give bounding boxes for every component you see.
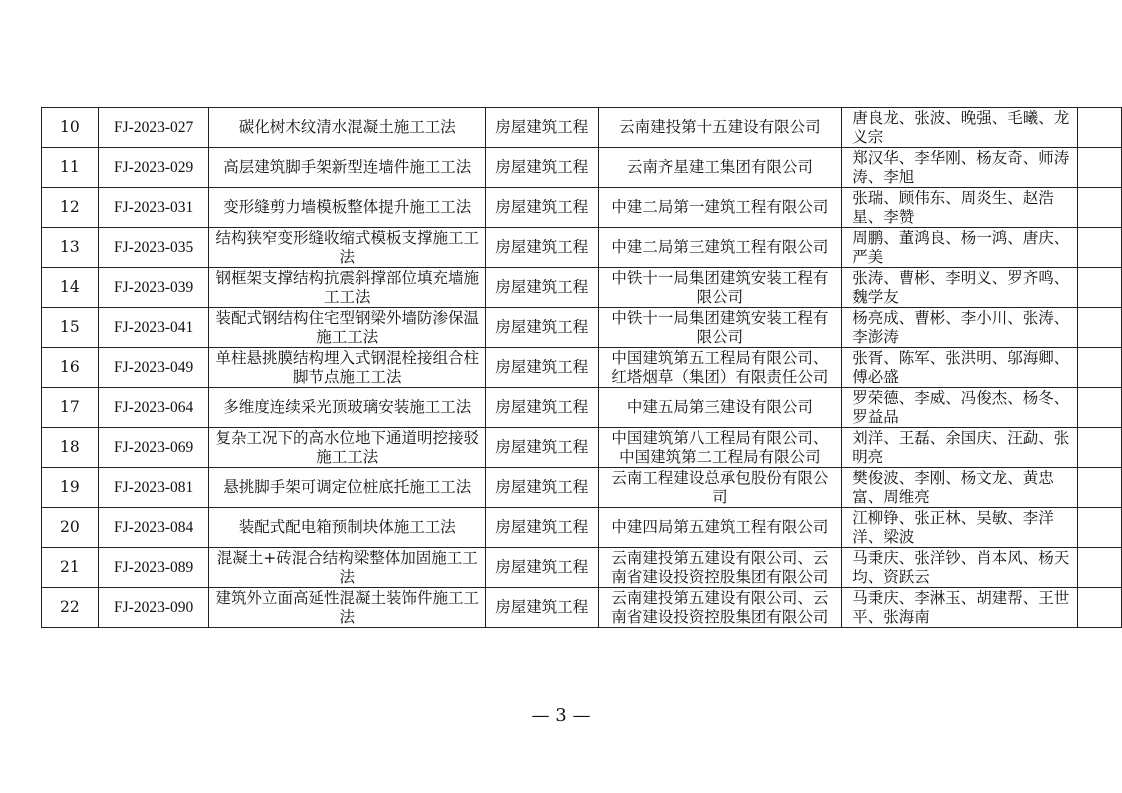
contributors: 唐良龙、张波、晚强、毛曦、龙义宗 <box>842 108 1078 148</box>
table-row <box>42 348 1122 388</box>
page-number: — 3 — <box>531 705 591 726</box>
organization: 云南齐星建工集团有限公司 <box>598 148 842 188</box>
organization: 云南建投第五建设有限公司、云南省建设投资控股集团有限公司 <box>598 588 842 628</box>
table-row <box>42 188 1122 228</box>
table-row <box>42 468 1122 508</box>
table-body <box>42 108 1122 628</box>
row-index: 15 <box>42 308 99 348</box>
contributors: 罗荣德、李威、冯俊杰、杨冬、罗益品 <box>842 388 1078 428</box>
method-name: 混凝土+砖混合结构梁整体加固施工工法 <box>209 548 486 588</box>
contributors: 刘洋、王磊、余国庆、汪勐、张明亮 <box>842 428 1078 468</box>
organization: 中建二局第一建筑工程有限公司 <box>598 188 842 228</box>
table-row <box>42 388 1122 428</box>
method-name: 建筑外立面高延性混凝土装饰件施工工法 <box>209 588 486 628</box>
row-index: 12 <box>42 188 99 228</box>
method-category: 房屋建筑工程 <box>486 348 598 388</box>
table-row <box>42 148 1122 188</box>
method-category: 房屋建筑工程 <box>486 588 598 628</box>
method-code: FJ-2023-089 <box>98 548 209 588</box>
contributors: 江柳铮、张正林、吴敏、李洋洋、梁波 <box>842 508 1078 548</box>
method-category: 房屋建筑工程 <box>486 108 598 148</box>
contributors: 马秉庆、李淋玉、胡建帮、王世平、张海南 <box>842 588 1078 628</box>
row-index: 10 <box>42 108 99 148</box>
note-cell <box>1078 348 1122 388</box>
row-index: 19 <box>42 468 99 508</box>
method-category: 房屋建筑工程 <box>486 228 598 268</box>
contributors: 张涛、曹彬、李明义、罗齐鸣、魏学友 <box>842 268 1078 308</box>
method-category: 房屋建筑工程 <box>486 468 598 508</box>
note-cell <box>1078 388 1122 428</box>
row-index: 22 <box>42 588 99 628</box>
method-category: 房屋建筑工程 <box>486 548 598 588</box>
note-cell <box>1078 148 1122 188</box>
table-row <box>42 308 1122 348</box>
table-row <box>42 428 1122 468</box>
row-index: 16 <box>42 348 99 388</box>
method-code: FJ-2023-041 <box>98 308 209 348</box>
note-cell <box>1078 508 1122 548</box>
note-cell <box>1078 108 1122 148</box>
table-row <box>42 108 1122 148</box>
method-category: 房屋建筑工程 <box>486 428 598 468</box>
note-cell <box>1078 188 1122 228</box>
note-cell <box>1078 548 1122 588</box>
organization: 云南建投第十五建设有限公司 <box>598 108 842 148</box>
row-index: 13 <box>42 228 99 268</box>
method-category: 房屋建筑工程 <box>486 268 598 308</box>
method-code: FJ-2023-027 <box>98 108 209 148</box>
row-index: 14 <box>42 268 99 308</box>
row-index: 18 <box>42 428 99 468</box>
method-name: 多维度连续采光顶玻璃安装施工工法 <box>209 388 486 428</box>
row-index: 17 <box>42 388 99 428</box>
method-category: 房屋建筑工程 <box>486 508 598 548</box>
organization: 中铁十一局集团建筑安装工程有限公司 <box>598 308 842 348</box>
row-index: 11 <box>42 148 99 188</box>
contributors: 杨亮成、曹彬、李小川、张涛、李澎涛 <box>842 308 1078 348</box>
note-cell <box>1078 428 1122 468</box>
row-index: 21 <box>42 548 99 588</box>
method-category: 房屋建筑工程 <box>486 188 598 228</box>
method-code: FJ-2023-090 <box>98 588 209 628</box>
contributors: 周鹏、董鸿良、杨一鸿、唐庆、严美 <box>842 228 1078 268</box>
method-name: 复杂工况下的高水位地下通道明挖接驳施工工法 <box>209 428 486 468</box>
method-name: 高层建筑脚手架新型连墙件施工工法 <box>209 148 486 188</box>
method-code: FJ-2023-064 <box>98 388 209 428</box>
method-category: 房屋建筑工程 <box>486 148 598 188</box>
method-code: FJ-2023-031 <box>98 188 209 228</box>
note-cell <box>1078 228 1122 268</box>
contributors: 张瑞、顾伟东、周炎生、赵浩星、李赞 <box>842 188 1078 228</box>
method-name: 变形缝剪力墙模板整体提升施工工法 <box>209 188 486 228</box>
organization: 中建四局第五建筑工程有限公司 <box>598 508 842 548</box>
note-cell <box>1078 308 1122 348</box>
method-code: FJ-2023-035 <box>98 228 209 268</box>
organization: 中国建筑第五工程局有限公司、红塔烟草（集团）有限责任公司 <box>598 348 842 388</box>
organization: 云南工程建设总承包股份有限公司 <box>598 468 842 508</box>
organization: 中建五局第三建设有限公司 <box>598 388 842 428</box>
method-name: 装配式配电箱预制块体施工工法 <box>209 508 486 548</box>
method-name: 装配式钢结构住宅型钢梁外墙防渗保温施工工法 <box>209 308 486 348</box>
note-cell <box>1078 468 1122 508</box>
note-cell <box>1078 268 1122 308</box>
method-code: FJ-2023-081 <box>98 468 209 508</box>
method-name: 悬挑脚手架可调定位桩底托施工工法 <box>209 468 486 508</box>
contributors: 马秉庆、张洋钞、肖本风、杨天均、资跃云 <box>842 548 1078 588</box>
contributors: 郑汉华、李华刚、杨友奇、师涛涛、李旭 <box>842 148 1078 188</box>
table-row <box>42 588 1122 628</box>
organization: 云南建投第五建设有限公司、云南省建设投资控股集团有限公司 <box>598 548 842 588</box>
methods-table <box>41 107 1122 628</box>
method-category: 房屋建筑工程 <box>486 308 598 348</box>
table-row <box>42 508 1122 548</box>
table-row <box>42 268 1122 308</box>
method-code: FJ-2023-029 <box>98 148 209 188</box>
table-row <box>42 548 1122 588</box>
method-name: 单柱悬挑膜结构埋入式钢混栓接组合柱脚节点施工工法 <box>209 348 486 388</box>
method-code: FJ-2023-049 <box>98 348 209 388</box>
organization: 中国建筑第八工程局有限公司、中国建筑第二工程局有限公司 <box>598 428 842 468</box>
contributors: 樊俊波、李刚、杨文龙、黄忠富、周维亮 <box>842 468 1078 508</box>
organization: 中建二局第三建筑工程有限公司 <box>598 228 842 268</box>
organization: 中铁十一局集团建筑安装工程有限公司 <box>598 268 842 308</box>
method-code: FJ-2023-069 <box>98 428 209 468</box>
table-row <box>42 228 1122 268</box>
method-category: 房屋建筑工程 <box>486 388 598 428</box>
method-name: 钢框架支撑结构抗震斜撑部位填充墙施工工法 <box>209 268 486 308</box>
method-code: FJ-2023-084 <box>98 508 209 548</box>
method-name: 碳化树木纹清水混凝土施工工法 <box>209 108 486 148</box>
method-name: 结构狭窄变形缝收缩式模板支撑施工工法 <box>209 228 486 268</box>
row-index: 20 <box>42 508 99 548</box>
note-cell <box>1078 588 1122 628</box>
contributors: 张胥、陈军、张洪明、邬海卿、傅必盛 <box>842 348 1078 388</box>
method-code: FJ-2023-039 <box>98 268 209 308</box>
